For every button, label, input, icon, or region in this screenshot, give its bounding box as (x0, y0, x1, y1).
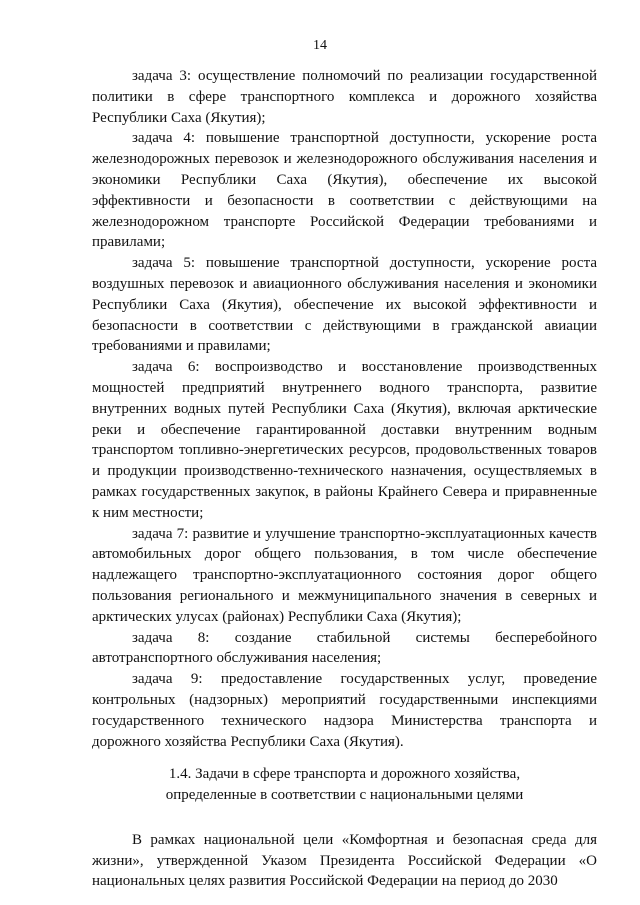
task-9-paragraph: задача 9: предоставление государственных услуг, проведение контрольных (надзорных) мероприятий государственными инспекциями государственного технического надзора Министерства транспорта и дорожного хозяйства Республики Саха (Якутия). (92, 671, 597, 750)
task-5-paragraph: задача 5: повышение транспортной доступности, ускорение роста воздушных перевозок и авиационного обслуживания населения и экономики Республики Саха (Якутия), обеспечение их высокой эффективности и безопасности в соответствии с действующими в гражданской авиации требованиями и правилами; (92, 255, 597, 355)
task-7-paragraph: задача 7: развитие и улучшение транспортно-эксплуатационных качеств автомобильных дорог общего пользования, в том числе обеспечение надлежащего транспортно-эксплуатационного состояния дорог общего пользования регионального и межмуниципального значения в северных и арктических улусах (районах) Республики Саха (Якутия); (92, 525, 597, 625)
section-heading-line-2: определенные в соответствии с национальными целями (165, 787, 524, 804)
task-6-paragraph: задача 6: воспроизводство и восстановление производственных мощностей предприятий внутреннего водного транспорта, развитие внутренних водных путей Республики Саха (Якутия), включая арктические реки и обеспечение гарантированной доставки внутренним водным транспортом топливно-энергетических ресурсов, продовольственных товаров и продукции производственно-технического назначения, осуществляемых в рамках государственных закупок, в районы Крайнего Севера и приравненные к ним местности; (92, 359, 597, 521)
section-heading (92, 764, 597, 806)
task-3-paragraph: задача 3: осуществление полномочий по реализации государственной политики в сфере транспортного комплекса и дорожного хозяйства Республики Саха (Якутия); (92, 68, 597, 126)
section-heading-line-1: 1.4. Задачи в сфере транспорта и дорожного хозяйства, (168, 766, 521, 783)
page-number: 14 (313, 38, 327, 53)
task-4-paragraph: задача 4: повышение транспортной доступности, ускорение роста железнодорожных перевозок и железнодорожного обслуживания населения и экономики Республики Саха (Якутия), обеспечение их высокой эффективности и безопасности в соответствии с действующими на железнодорожном транспорте Российской Федерации требованиями и правилами; (92, 130, 597, 251)
task-8-paragraph: задача 8: создание стабильной системы бесперебойного автотранспортного обслуживания населения; (92, 629, 597, 667)
task-list (92, 66, 597, 752)
closing-paragraph: В рамках национальной цели «Комфортная и безопасная среда для жизни», утвержденной Указом Президента Российской Федерации «О национальных целях развития Российской Федерации на период до 2030 (92, 831, 597, 890)
document-body (92, 66, 597, 892)
